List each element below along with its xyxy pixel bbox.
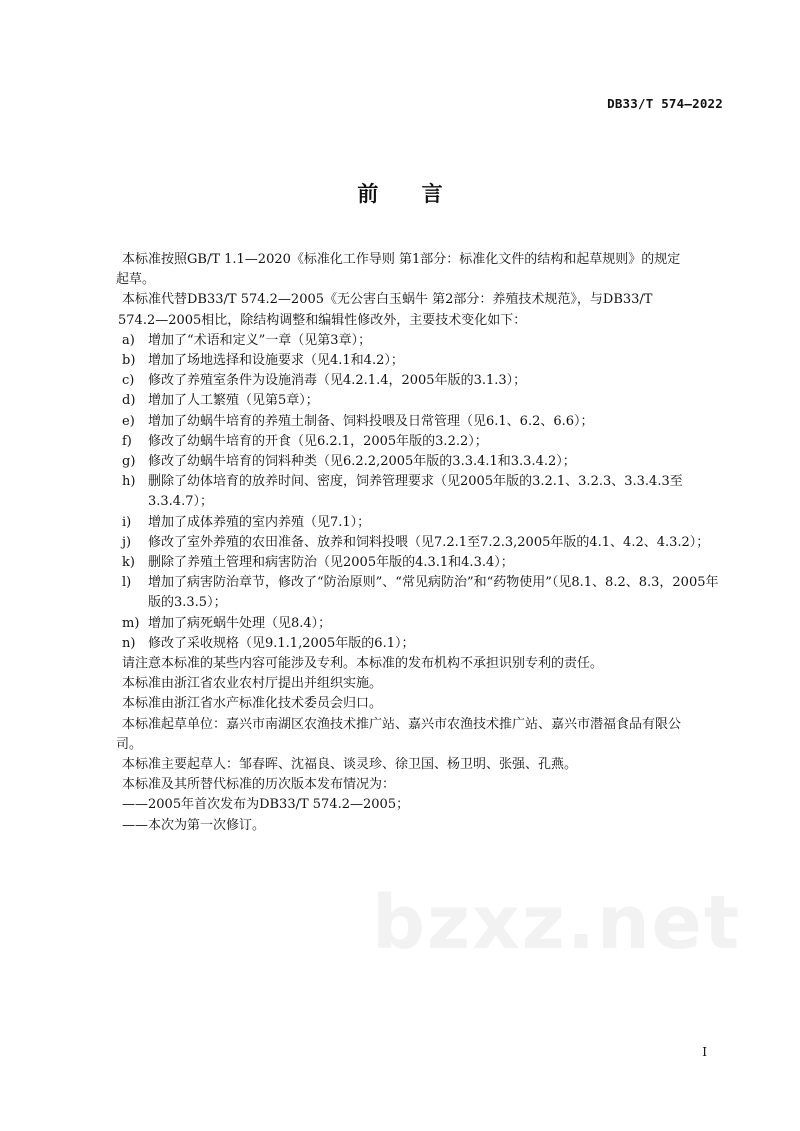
paragraph-rest: 574.2—2005相比，除结构调整和编辑性修改外，主要技术变化如下：: [118, 312, 527, 328]
list-marker: d): [122, 393, 136, 409]
list-marker: c): [122, 373, 135, 389]
list-marker: j): [122, 534, 132, 550]
list-text: 修改了幼蜗牛培育的饲料种类（见6.2.2,2005年版的3.3.4.1和3.3.4.2）；: [148, 454, 576, 470]
list-marker: g): [122, 454, 136, 470]
committee-statement: 本标准由浙江省水产标准化技术委员会归口。: [122, 696, 383, 712]
standard-code: DB33/T 574—2022: [607, 96, 723, 111]
list-marker: a): [122, 332, 135, 348]
paragraph-first-line: 本标准代替DB33/T 574.2—2005《无公害白玉蜗牛 第2部分：养殖技术规范》，与DB33/T: [122, 292, 653, 308]
page-number: I: [702, 1045, 707, 1059]
paragraph: [118, 290, 724, 330]
list-text: 修改了养殖室条件为设施消毒（见4.2.1.4，2005年版的3.1.3）；: [148, 373, 527, 389]
list-marker: n): [122, 635, 136, 651]
history-lead: 本标准及其所替代标准的历次版本发布情况为：: [122, 777, 396, 793]
list-item: [122, 331, 724, 351]
list-item: [122, 412, 724, 432]
history-item: ——2005年首次发布为DB33/T 574.2—2005；: [122, 797, 410, 813]
paragraph-rest: 起草。: [116, 272, 156, 288]
change-list: [122, 331, 724, 654]
list-marker: l): [122, 575, 132, 591]
proposer-statement: 本标准由浙江省农业农村厅提出并组织实施。: [122, 676, 383, 692]
list-item: [122, 533, 724, 553]
history-item: ——本次为第一次修订。: [122, 817, 266, 833]
list-item: [122, 553, 724, 573]
list-text: 增加了“术语和定义”一章（见第3章）；: [148, 332, 372, 348]
list-marker: i): [122, 514, 132, 530]
paragraph: [116, 250, 724, 290]
list-item: [122, 452, 724, 472]
list-text: 增加了病害防治章节，修改了“防治原则”、“常见病防治”和“药物使用”（见8.1、8.2、8.3，2005年版的3.3.5）；: [148, 575, 719, 611]
list-marker: f): [122, 433, 132, 449]
list-text: 删除了幼体培育的放养时间、密度，饲养管理要求（见2005年版的3.2.1、3.2.3、3.3.4.3至3.3.4.7）；: [148, 474, 683, 510]
drafting-unit-first-line: 本标准起草单位：嘉兴市南湖区农渔技术推广站、嘉兴市农渔技术推广站、嘉兴市潜福食品有限公: [122, 716, 682, 732]
paragraph-first-line: 本标准按照GB/T 1.1—2020《标准化工作导则 第1部分：标准化文件的结构和起草规则》的规定: [122, 252, 681, 267]
list-item: [122, 573, 724, 613]
drafting-unit-rest: 司。: [116, 736, 143, 752]
list-item: [122, 432, 724, 452]
list-text: 删除了养殖土管理和病害防治（见2005年版的4.3.1和4.3.4）；: [148, 555, 514, 571]
patent-notice: 请注意本标准的某些内容可能涉及专利。本标准的发布机构不承担识别专利的责任。: [122, 656, 604, 672]
list-text: 修改了幼蜗牛培育的开食（见6.2.1，2005年版的3.2.2）；: [148, 433, 488, 449]
list-text: 增加了成体养殖的室内养殖（见7.1）；: [148, 514, 371, 530]
list-marker: h): [122, 474, 136, 490]
list-text: 修改了采收规格（见9.1.1,2005年版的6.1）；: [148, 635, 415, 651]
list-text: 增加了场地选择和设施要求（见4.1和4.2）；: [148, 353, 404, 369]
list-text: 修改了室外养殖的农田准备、放养和饲料投喂（见7.2.1至7.2.3,2005年版的4.1、4.2、4.3.2）；: [148, 534, 710, 550]
list-marker: m): [122, 615, 140, 631]
watermark: bzxz.net: [372, 880, 742, 966]
list-item: [122, 472, 724, 512]
list-marker: e): [122, 413, 135, 429]
drafting-unit: [116, 715, 724, 755]
foreword-body: [116, 250, 724, 836]
list-item: [122, 371, 724, 391]
drafters: 本标准主要起草人：邹春晖、沈福良、谈灵珍、徐卫国、杨卫明、张强、孔燕。: [122, 757, 578, 773]
list-item: [122, 351, 724, 371]
list-item: [122, 634, 724, 654]
list-item: [122, 614, 724, 634]
list-marker: b): [122, 353, 136, 369]
list-item: [122, 391, 724, 411]
list-text: 增加了幼蜗牛培育的养殖土制备、饲料投喂及日常管理（见6.1、6.2、6.6）；: [148, 413, 594, 429]
list-item: [122, 513, 724, 533]
list-text: 增加了病死蜗牛处理（见8.4）；: [148, 615, 332, 631]
list-text: 增加了人工繁殖（见第5章）；: [148, 393, 319, 409]
page-title: 前 言: [357, 182, 461, 206]
list-marker: k): [122, 555, 135, 571]
